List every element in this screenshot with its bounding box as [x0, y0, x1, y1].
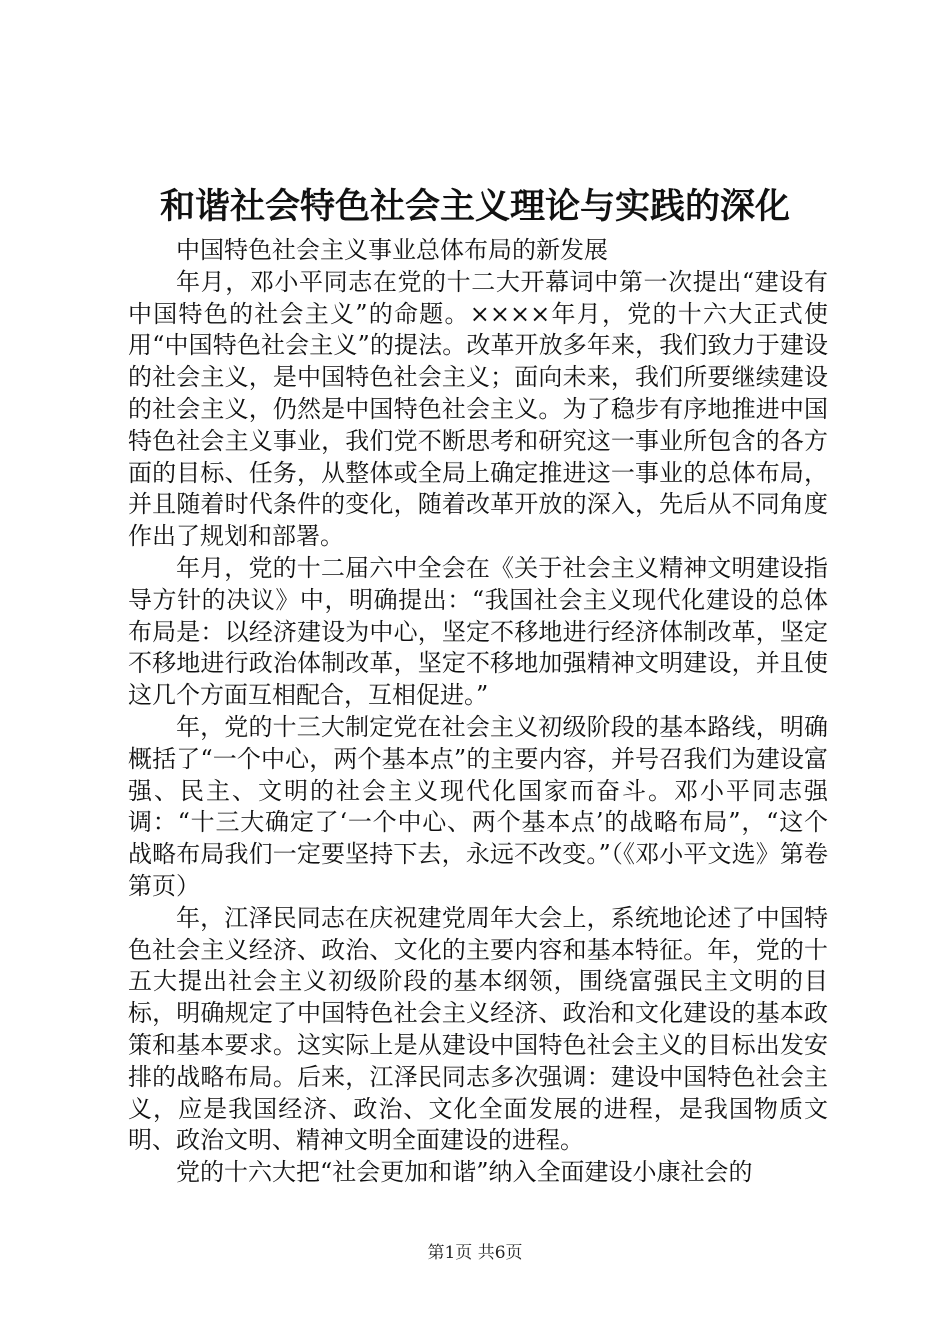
paragraph: 年，党的十三大制定党在社会主义初级阶段的基本路线，明确概括了“一个中心，两个基本点”的主要内容，并号召我们为建设富强、民主、文明的社会主义现代化国家而奋斗。邓小平同志强调：“十三大确定了‘一个中心、两个基本点’的战略布局”，“这个战略布局我们一定要坚持下去，永远不改变。”（《邓小平文选》第卷第页）	[128, 712, 828, 900]
paragraph: 年，江泽民同志在庆祝建党周年大会上，系统地论述了中国特色社会主义经济、政治、文化的主要内容和基本特征。年，党的十五大提出社会主义初级阶段的基本纲领，围绕富强民主文明的目标，明确规定了中国特色社会主义经济、政治和文化建设的基本政策和基本要求。这实际上是从建设中国特色社会主义的目标出发安排的战略布局。后来，江泽民同志多次强调：建设中国特色社会主义，应是我国经济、政治、文化全面发展的进程，是我国物质文明、政治文明、精神文明全面建设的进程。	[128, 903, 828, 1155]
paragraph: 年月，党的十二届六中全会在《关于社会主义精神文明建设指导方针的决议》中，明确提出：“我国社会主义现代化建设的总体布局是：以经济建设为中心，坚定不移地进行经济体制改革，坚定不移地进行政治体制改革，坚定不移地加强精神文明建设，并且使这几个方面互相配合，互相促进。”	[128, 553, 828, 710]
document-title: 和谐社会特色社会主义理论与实践的深化	[159, 186, 790, 227]
paragraph-section-heading: 中国特色社会主义事业总体布局的新发展	[176, 236, 608, 264]
paragraph: 党的十六大把“社会更加和谐”纳入全面建设小康社会的	[176, 1158, 753, 1187]
page-footer: 第1页 共6页	[427, 1243, 523, 1263]
paragraph: 年月，邓小平同志在党的十二大开幕词中第一次提出“建设有中国特色的社会主义”的命题。××××年月，党的十六大正式使用“中国特色社会主义”的提法。改革开放多年来，我们致力于建设的社会主义，是中国特色社会主义；面向未来，我们所要继续建设的社会主义，仍然是中国特色社会主义。为了稳步有序地推进中国特色社会主义事业，我们党不断思考和研究这一事业所包含的各方面的目标、任务，从整体或全局上确定推进这一事业的总体布局，并且随着时代条件的变化，随着改革开放的深入，先后从不同角度作出了规划和部署。	[128, 267, 828, 551]
document-body	[128, 235, 828, 1189]
